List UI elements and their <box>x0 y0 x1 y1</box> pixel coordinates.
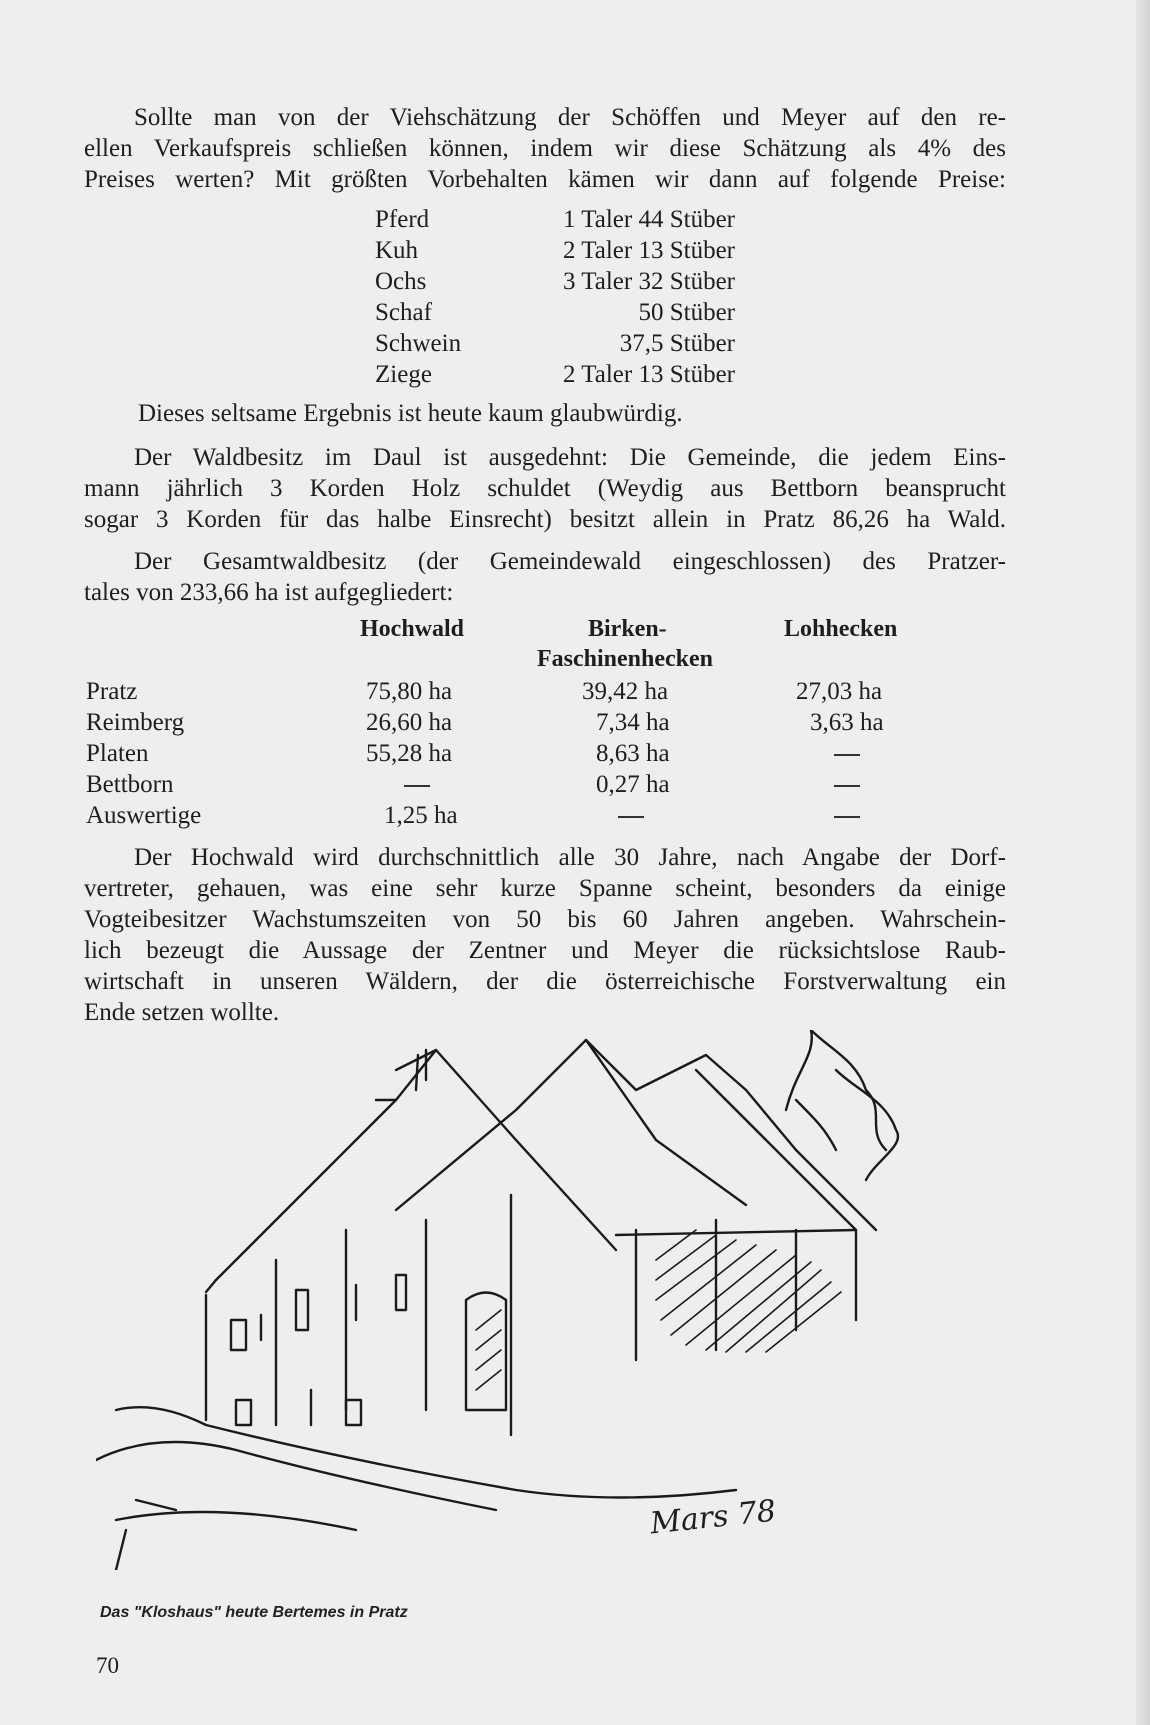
page-edge-shadow <box>1136 0 1150 1725</box>
text-line: Ende setzen wollte. <box>84 999 280 1026</box>
cell-hochwald: 75,80 ha <box>366 678 453 705</box>
road <box>116 1407 736 1497</box>
remark-text: Dieses seltsame Ergebnis ist heute kaum glaubwürdig. <box>138 400 683 427</box>
empty-value-dash <box>834 816 860 818</box>
cell-lohhecken <box>834 802 860 830</box>
price-row <box>375 359 735 390</box>
empty-value-dash <box>618 816 644 818</box>
cell-place: Pratz <box>86 678 138 705</box>
price-list <box>375 204 735 390</box>
paragraph-total-forest <box>84 546 1006 608</box>
table-row <box>86 802 926 833</box>
left-wall <box>206 1230 346 1425</box>
animal-price: 3 Taler 32 Stüber <box>562 268 735 295</box>
table-row <box>86 709 926 740</box>
price-row <box>375 204 735 235</box>
animal-name: Schaf <box>375 299 432 326</box>
cell-place: Platen <box>86 740 149 767</box>
animal-price: 2 Taler 13 Stüber <box>562 361 735 388</box>
animal-name: Schwein <box>375 330 462 357</box>
cell-lohhecken <box>834 771 860 799</box>
figure-caption: Das "Kloshaus" heute Bertemes in Pratz <box>100 1604 408 1621</box>
text-line: ellen Verkaufspreis schließen können, indem wir diese Schätzung als 4% des <box>84 135 1006 162</box>
paragraph-cattle-estimate <box>84 102 1006 195</box>
cell-lohhecken: 3,63 ha <box>810 709 884 736</box>
cell-birken: 39,42 ha <box>582 678 669 705</box>
animal-name: Pferd <box>375 206 430 233</box>
table-row <box>86 740 926 771</box>
animal-name: Ziege <box>375 361 432 388</box>
barn-roof <box>616 1070 856 1235</box>
house-sketch-illustration <box>96 1030 966 1570</box>
animal-price: 37,5 Stüber <box>619 330 735 357</box>
text-line: Der Waldbesitz im Daul ist ausgedehnt: Die Gemeinde, die jedem Eins- <box>134 444 1006 471</box>
text-line: lich bezeugt die Aussage der Zentner und Meyer die rücksichtslose Raub- <box>84 937 1006 964</box>
text-line: wirtschaft in unseren Wäldern, der die österreichische Forstverwaltung ein <box>84 968 1006 995</box>
cell-place: Reimberg <box>86 709 185 736</box>
middle-wall <box>426 1195 511 1435</box>
cell-birken: 8,63 ha <box>596 740 670 767</box>
cell-hochwald <box>404 771 430 799</box>
text-line: Preises werten? Mit größten Vorbehalten kämen wir dann auf folgende Preise: <box>84 166 1006 193</box>
window <box>231 1275 406 1425</box>
text-line: Der Gesamtwaldbesitz (der Gemeindewald eingeschlossen) des Pratzer- <box>134 548 1006 575</box>
empty-value-dash <box>834 754 860 756</box>
cell-hochwald: 1,25 ha <box>384 802 458 829</box>
empty-value-dash <box>404 785 430 787</box>
paragraph-hochwald <box>84 842 1006 1028</box>
table-row <box>86 678 926 709</box>
price-row <box>375 266 735 297</box>
animal-name: Ochs <box>375 268 427 295</box>
empty-value-dash <box>834 785 860 787</box>
price-row <box>375 297 735 328</box>
animal-name: Kuh <box>375 237 419 264</box>
cell-birken: 7,34 ha <box>596 709 670 736</box>
animal-price: 50 Stüber <box>638 299 735 326</box>
table-row <box>86 771 926 802</box>
cell-hochwald: 26,60 ha <box>366 709 453 736</box>
price-row <box>375 235 735 266</box>
cell-lohhecken: 27,03 ha <box>796 678 883 705</box>
cell-lohhecken <box>834 740 860 768</box>
column-header-hochwald: Hochwald <box>360 616 465 642</box>
cell-birken: 0,27 ha <box>596 771 670 798</box>
paragraph-forest-ownership <box>84 442 1006 535</box>
cell-birken <box>618 802 644 830</box>
column-header-birken: Birken- <box>588 616 667 642</box>
artist-signature: Mars 78 <box>648 1493 778 1542</box>
cell-place: Bettborn <box>86 771 174 798</box>
barn-hatching <box>476 1230 841 1390</box>
cell-hochwald: 55,28 ha <box>366 740 453 767</box>
text-line: Der Hochwald wird durchschnittlich alle 30 Jahre, nach Angabe der Dorf- <box>134 844 1006 871</box>
page-number: 70 <box>96 1653 119 1678</box>
text-line: mann jährlich 3 Korden Holz schuldet (Weydig aus Bettborn beansprucht <box>84 475 1006 502</box>
column-header-birken-line2: Faschinenhecken <box>537 646 714 672</box>
text-line: tales von 233,66 ha ist aufgegliedert: <box>84 579 454 606</box>
text-line: Vogteibesitzer Wachstumszeiten von 50 bis 60 Jahren angeben. Wahrschein- <box>84 906 1006 933</box>
animal-price: 1 Taler 44 Stüber <box>562 206 735 233</box>
text-line: sogar 3 Korden für das halbe Einsrecht) besitzt allein in Pratz 86,26 ha Wald. <box>84 506 1006 533</box>
animal-price: 2 Taler 13 Stüber <box>562 237 735 264</box>
column-header-lohhecken: Lohhecken <box>784 616 898 642</box>
price-row <box>375 328 735 359</box>
cell-place: Auswertige <box>86 802 202 829</box>
text-line: Sollte man von der Viehschätzung der Schöffen und Meyer auf den re- <box>134 104 1006 131</box>
text-line: vertreter, gehauen, was eine sehr kurze Spanne scheint, besonders da einige <box>84 875 1006 902</box>
